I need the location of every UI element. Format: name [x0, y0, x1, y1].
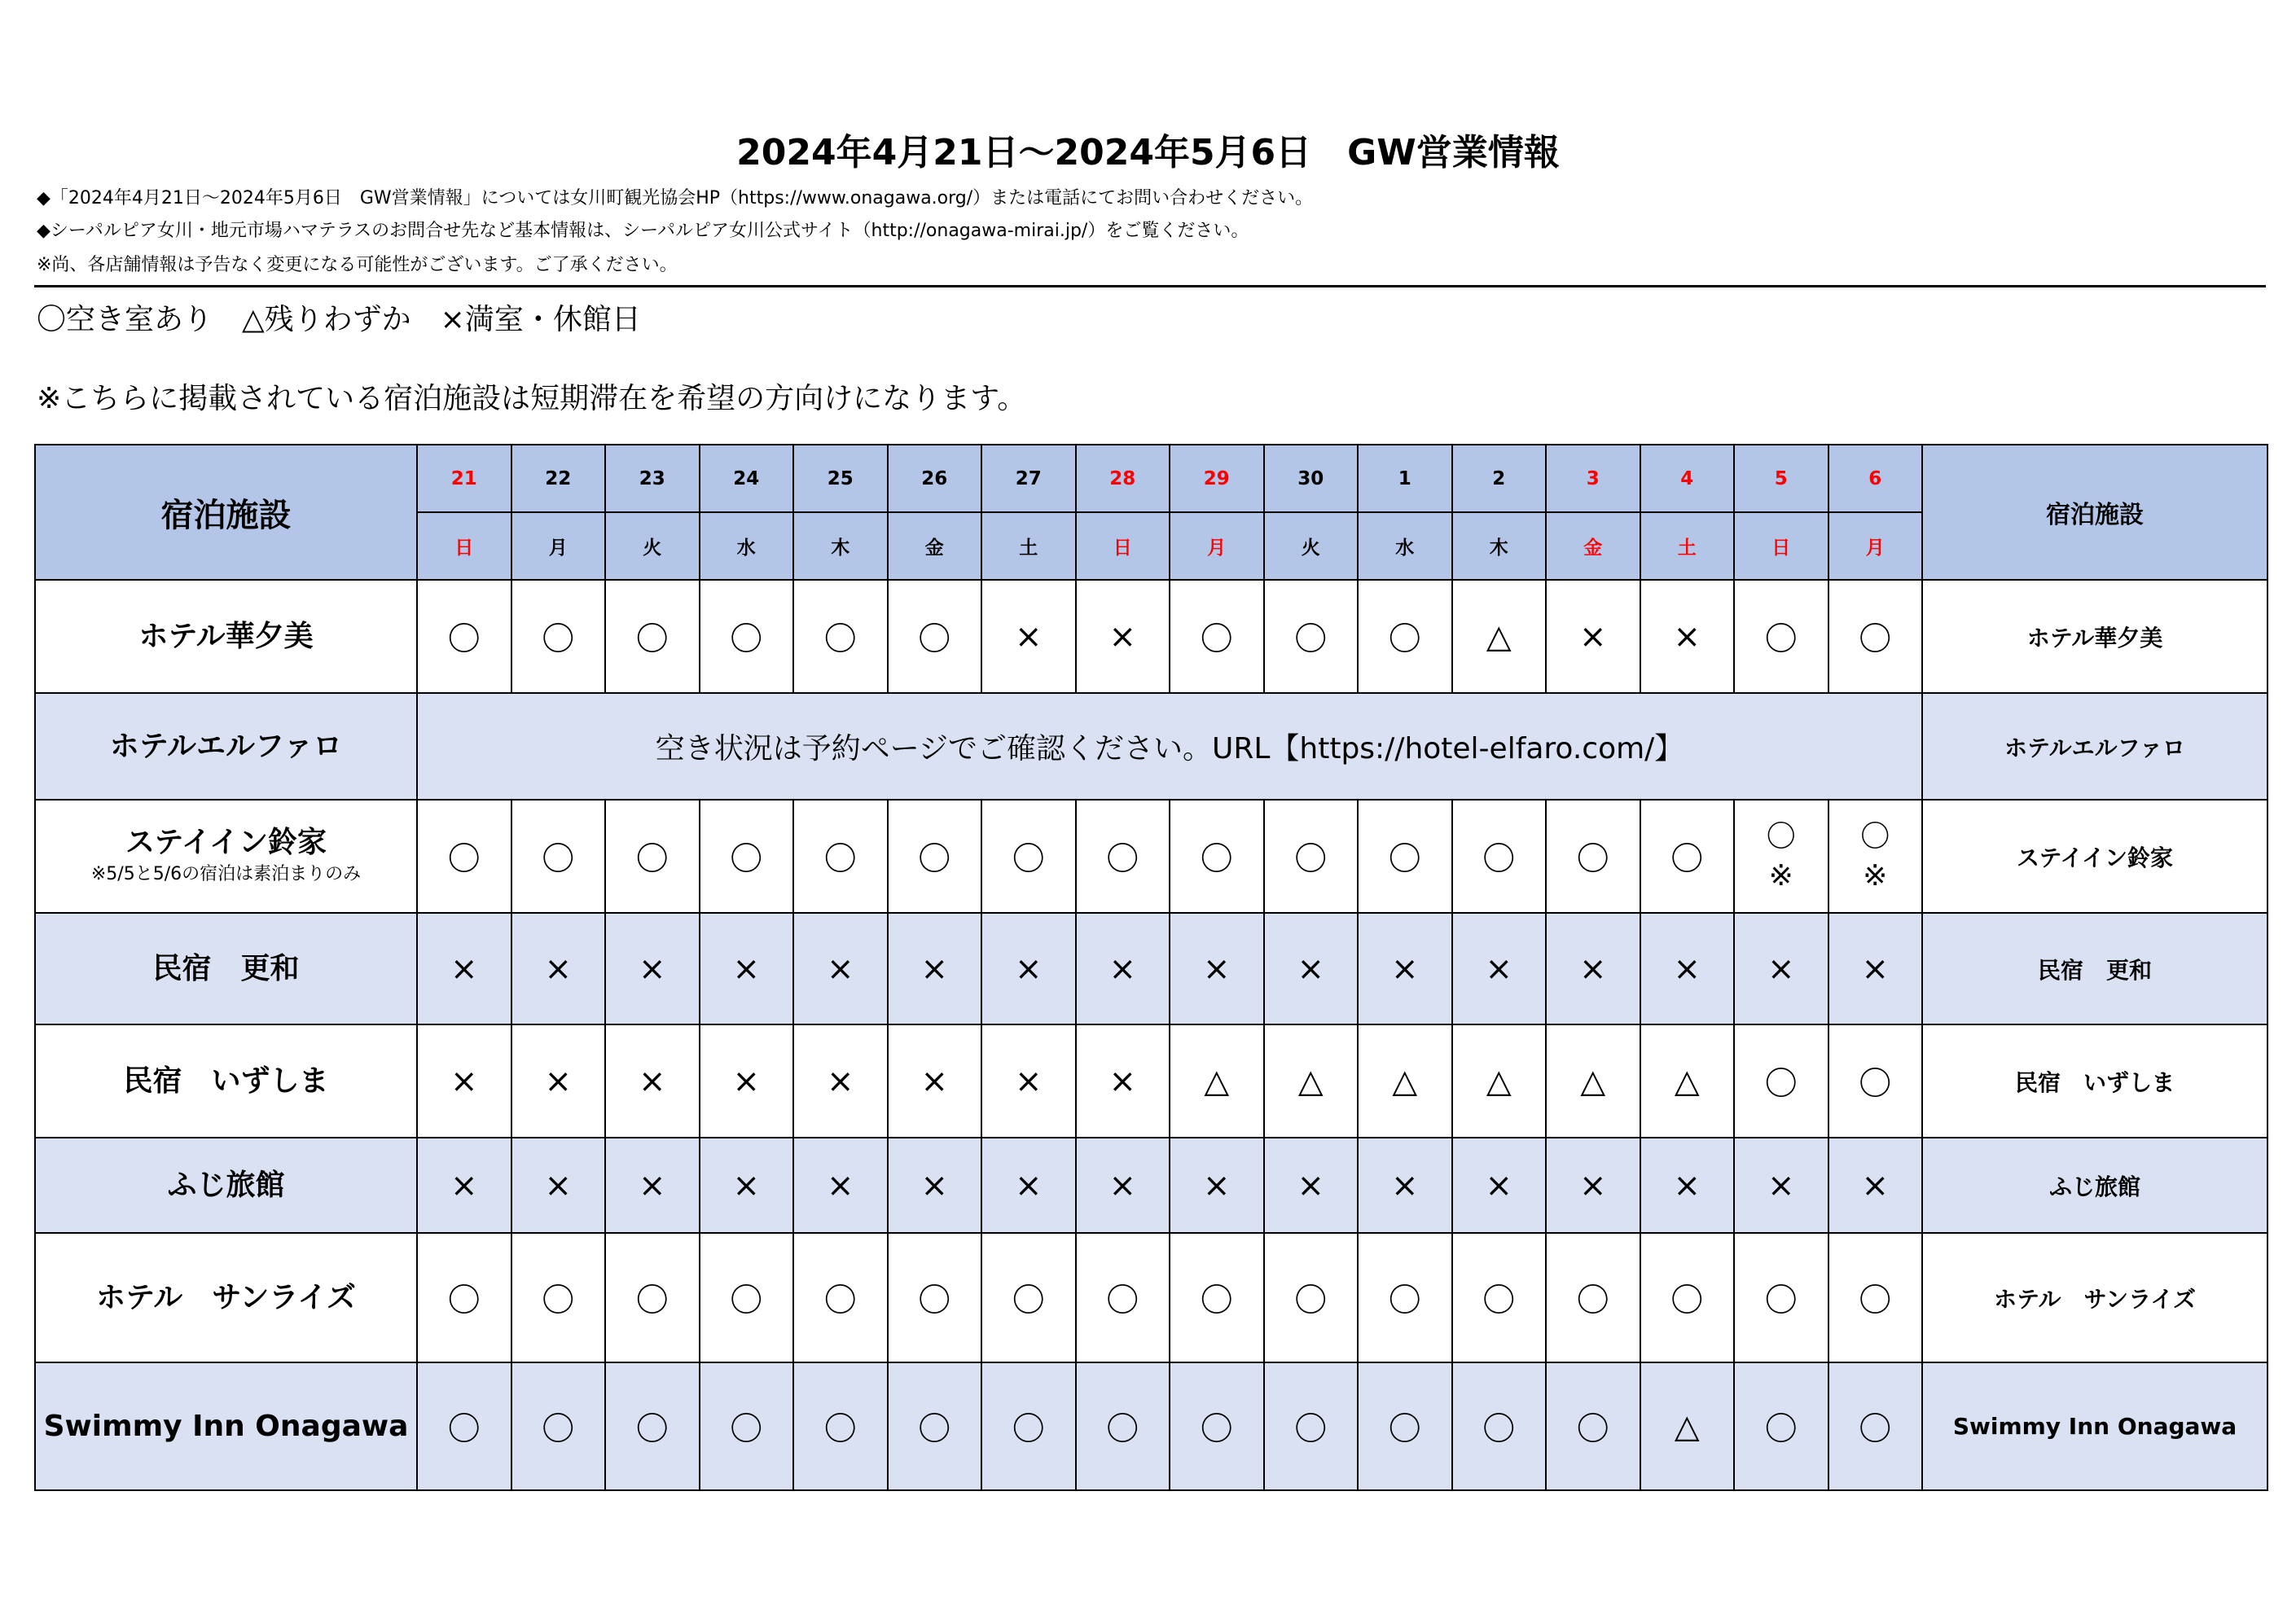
availability-cell: ×	[1076, 1024, 1170, 1138]
day-weekday: 木	[1452, 512, 1547, 580]
availability-cell: 〇	[1170, 1362, 1264, 1490]
facility-name-right: 民宿 更和	[1922, 913, 2267, 1024]
availability-cell: 〇	[1076, 1362, 1170, 1490]
availability-cell: 〇	[511, 1362, 606, 1490]
day-number: 22	[511, 445, 606, 512]
day-number: 5	[1734, 445, 1828, 512]
availability-cell: 〇	[700, 800, 794, 913]
day-weekday: 木	[793, 512, 888, 580]
facility-name-cell	[35, 580, 417, 693]
availability-cell: 〇	[1828, 580, 1923, 693]
availability-cell: ×	[1828, 913, 1923, 1024]
day-number: 1	[1358, 445, 1452, 512]
availability-cell: 〇	[1170, 800, 1264, 913]
availability-cell: ×	[511, 1138, 606, 1233]
availability-cell: 〇	[417, 1362, 511, 1490]
availability-cell: 〇	[981, 800, 1076, 913]
day-number: 23	[605, 445, 700, 512]
availability-cell: ×	[1264, 1138, 1359, 1233]
facility-name-cell	[35, 1362, 417, 1490]
facility-name-cell	[35, 693, 417, 800]
availability-cell: 〇	[1640, 1233, 1735, 1362]
day-weekday: 水	[700, 512, 794, 580]
availability-table	[34, 444, 2268, 1491]
availability-cell: 〇 ※	[1734, 800, 1828, 913]
availability-cell: 〇	[888, 800, 982, 913]
availability-cell: 〇	[417, 580, 511, 693]
availability-cell: 〇	[1358, 1362, 1452, 1490]
day-weekday: 水	[1358, 512, 1452, 580]
availability-cell: ×	[1170, 913, 1264, 1024]
availability-cell: ×	[981, 1138, 1076, 1233]
day-weekday: 土	[981, 512, 1076, 580]
day-number: 24	[700, 445, 794, 512]
facility-row	[35, 1024, 2267, 1138]
day-number: 27	[981, 445, 1076, 512]
availability-cell: ×	[417, 1138, 511, 1233]
facility-name-cell	[35, 800, 417, 913]
availability-cell: 〇	[1828, 1362, 1923, 1490]
availability-cell: 〇	[700, 580, 794, 693]
availability-cell: ×	[511, 913, 606, 1024]
facility-name: 民宿 いずしま	[123, 1064, 329, 1098]
facility-name-right: ステイイン鈴家	[1922, 800, 2267, 913]
day-weekday: 火	[605, 512, 700, 580]
availability-cell: 〇	[1358, 580, 1452, 693]
availability-cell: 〇	[1546, 1233, 1640, 1362]
availability-cell: 〇	[1264, 580, 1359, 693]
availability-cell: 〇	[1358, 800, 1452, 913]
availability-cell: 〇	[1452, 1362, 1547, 1490]
availability-cell: ×	[888, 1138, 982, 1233]
facility-name-cell	[35, 1233, 417, 1362]
day-number: 3	[1546, 445, 1640, 512]
availability-cell: 〇	[888, 1362, 982, 1490]
availability-cell: ×	[1170, 1138, 1264, 1233]
facility-name-right: ホテル サンライズ	[1922, 1233, 2267, 1362]
availability-cell: ×	[605, 1138, 700, 1233]
availability-cell: 〇	[1734, 1362, 1828, 1490]
facility-name-cell	[35, 913, 417, 1024]
facility-row	[35, 693, 2267, 800]
day-weekday: 日	[1076, 512, 1170, 580]
availability-cell: 〇	[1264, 1362, 1359, 1490]
day-weekday: 日	[417, 512, 511, 580]
availability-cell: 〇	[981, 1233, 1076, 1362]
availability-cell: △	[1170, 1024, 1264, 1138]
facility-row	[35, 800, 2267, 913]
facility-note: ※5/5と5/6の宿泊は素泊まりのみ	[90, 863, 362, 884]
day-weekday: 火	[1264, 512, 1359, 580]
availability-cell: ×	[700, 913, 794, 1024]
availability-cell: 〇	[417, 1233, 511, 1362]
facility-name-right: ホテルエルファロ	[1922, 693, 2267, 800]
availability-cell: 〇	[888, 1233, 982, 1362]
availability-cell: ×	[981, 913, 1076, 1024]
availability-cell: △	[1452, 580, 1547, 693]
availability-cell: ×	[1546, 1138, 1640, 1233]
availability-cell: ×	[1264, 913, 1359, 1024]
facility-name: ステイイン鈴家	[125, 825, 327, 859]
availability-cell: 〇	[1264, 1233, 1359, 1362]
availability-cell: 〇 ※	[1828, 800, 1923, 913]
availability-cell: ×	[888, 913, 982, 1024]
availability-cell: 〇	[1170, 580, 1264, 693]
availability-cell: ×	[511, 1024, 606, 1138]
availability-cell: ×	[1546, 913, 1640, 1024]
availability-cell: 〇	[605, 580, 700, 693]
availability-cell: ×	[1358, 913, 1452, 1024]
facility-name: ホテル華夕美	[138, 619, 314, 653]
availability-cell: 〇	[511, 800, 606, 913]
availability-cell: ×	[981, 580, 1076, 693]
availability-cell: 〇	[1452, 800, 1547, 913]
day-number: 29	[1170, 445, 1264, 512]
availability-cell: 〇	[511, 580, 606, 693]
facility-header-left: 宿泊施設	[35, 445, 417, 580]
availability-cell: 〇	[1076, 1233, 1170, 1362]
availability-cell: ×	[1358, 1138, 1452, 1233]
facility-row	[35, 580, 2267, 693]
availability-cell: ×	[417, 913, 511, 1024]
availability-cell: △	[1264, 1024, 1359, 1138]
availability-cell: 〇	[511, 1233, 606, 1362]
day-weekday: 月	[511, 512, 606, 580]
availability-cell: ×	[1640, 913, 1735, 1024]
facility-name: ホテル サンライズ	[96, 1280, 356, 1314]
facility-header-right: 宿泊施設	[1922, 445, 2267, 580]
availability-cell: ×	[1640, 1138, 1735, 1233]
facility-name-cell	[35, 1024, 417, 1138]
availability-cell: △	[1358, 1024, 1452, 1138]
availability-cell: ×	[981, 1024, 1076, 1138]
availability-cell: △	[1452, 1024, 1547, 1138]
day-number: 4	[1640, 445, 1735, 512]
availability-cell: 〇	[1734, 580, 1828, 693]
facility-name-right: ふじ旅館	[1922, 1138, 2267, 1233]
day-weekday: 土	[1640, 512, 1735, 580]
availability-cell: ×	[793, 913, 888, 1024]
availability-cell: 〇	[981, 1362, 1076, 1490]
availability-cell: 〇	[1734, 1233, 1828, 1362]
facility-row	[35, 1362, 2267, 1490]
availability-cell: 〇	[793, 1233, 888, 1362]
availability-cell: 〇	[1170, 1233, 1264, 1362]
availability-cell: 〇	[605, 1233, 700, 1362]
facility-name: ふじ旅館	[167, 1168, 285, 1202]
availability-cell: 〇	[1546, 800, 1640, 913]
facility-name: 民宿 更和	[152, 951, 300, 985]
availability-cell: 〇	[417, 800, 511, 913]
facility-name-right: Swimmy Inn Onagawa	[1922, 1362, 2267, 1490]
facility-name: ホテルエルファロ	[109, 729, 343, 763]
info-note-1: ◆「2024年4月21日～2024年5月6日 GW営業情報」については女川町観光協会HP（https://www.onagawa.org/）または電話にてお問い合わせください。	[37, 188, 1314, 208]
availability-cell: 〇	[793, 800, 888, 913]
availability-cell: ×	[1640, 580, 1735, 693]
availability-cell: 〇	[1452, 1233, 1547, 1362]
day-number: 30	[1264, 445, 1359, 512]
availability-cell: ×	[793, 1138, 888, 1233]
day-weekday: 月	[1170, 512, 1264, 580]
day-weekday: 金	[888, 512, 982, 580]
availability-cell: ×	[1546, 580, 1640, 693]
availability-cell: ×	[417, 1024, 511, 1138]
day-number: 25	[793, 445, 888, 512]
availability-cell: 〇	[1828, 1024, 1923, 1138]
availability-cell: ×	[605, 913, 700, 1024]
facility-name-right: 民宿 いずしま	[1922, 1024, 2267, 1138]
availability-cell: 〇	[793, 580, 888, 693]
availability-cell: ×	[793, 1024, 888, 1138]
availability-cell: △	[1640, 1024, 1735, 1138]
availability-cell: ×	[1076, 580, 1170, 693]
availability-cell: ×	[1828, 1138, 1923, 1233]
availability-cell: △	[1640, 1362, 1735, 1490]
facility-name-right: ホテル華夕美	[1922, 580, 2267, 693]
availability-cell: ×	[1076, 913, 1170, 1024]
divider-line	[34, 285, 2266, 287]
availability-cell: 〇	[793, 1362, 888, 1490]
availability-cell: 〇	[1264, 800, 1359, 913]
availability-cell: 〇	[605, 1362, 700, 1490]
page-title: 2024年4月21日～2024年5月6日 GW営業情報	[736, 132, 1560, 173]
availability-cell: 〇	[1076, 800, 1170, 913]
day-number: 6	[1828, 445, 1923, 512]
day-number: 21	[417, 445, 511, 512]
availability-cell: ×	[1734, 913, 1828, 1024]
availability-cell: 〇	[605, 800, 700, 913]
availability-cell: ×	[1734, 1138, 1828, 1233]
stay-remark: ※こちらに掲載されている宿泊施設は短期滞在を希望の方向けになります。	[37, 382, 1027, 415]
availability-message: 空き状況は予約ページでご確認ください。URL【https://hotel-elfaro.com/】	[417, 693, 1922, 800]
availability-cell: ×	[1452, 913, 1547, 1024]
availability-cell: ×	[1076, 1138, 1170, 1233]
facility-row	[35, 913, 2267, 1024]
availability-cell: 〇	[1640, 800, 1735, 913]
day-weekday: 金	[1546, 512, 1640, 580]
availability-cell: ×	[1452, 1138, 1547, 1233]
facility-name-cell	[35, 1138, 417, 1233]
availability-cell: 〇	[1358, 1233, 1452, 1362]
day-weekday: 月	[1828, 512, 1923, 580]
availability-cell: ×	[888, 1024, 982, 1138]
availability-cell: 〇	[888, 580, 982, 693]
info-note-2: ◆シーパルピア女川・地元市場ハマテラスのお問合せ先など基本情報は、シーパルピア女川公式サイト（http://onagawa-mirai.jp/）をご覧ください。	[37, 221, 1249, 241]
availability-cell: ×	[605, 1024, 700, 1138]
availability-cell: △	[1546, 1024, 1640, 1138]
info-note-3: ※尚、各店舗情報は予告なく変更になる可能性がございます。ご了承ください。	[37, 255, 678, 275]
day-number: 26	[888, 445, 982, 512]
day-weekday: 日	[1734, 512, 1828, 580]
availability-cell: 〇	[700, 1362, 794, 1490]
day-number: 2	[1452, 445, 1547, 512]
availability-legend: 〇空き室あり △残りわずか ×満室・休館日	[37, 303, 641, 336]
availability-cell: 〇	[1734, 1024, 1828, 1138]
facility-row	[35, 1233, 2267, 1362]
availability-cell: 〇	[1546, 1362, 1640, 1490]
day-number: 28	[1076, 445, 1170, 512]
facility-row	[35, 1138, 2267, 1233]
availability-cell: ×	[700, 1024, 794, 1138]
availability-cell: 〇	[700, 1233, 794, 1362]
facility-name: Swimmy Inn Onagawa	[43, 1409, 409, 1443]
availability-cell: 〇	[1828, 1233, 1923, 1362]
availability-cell: ×	[700, 1138, 794, 1233]
